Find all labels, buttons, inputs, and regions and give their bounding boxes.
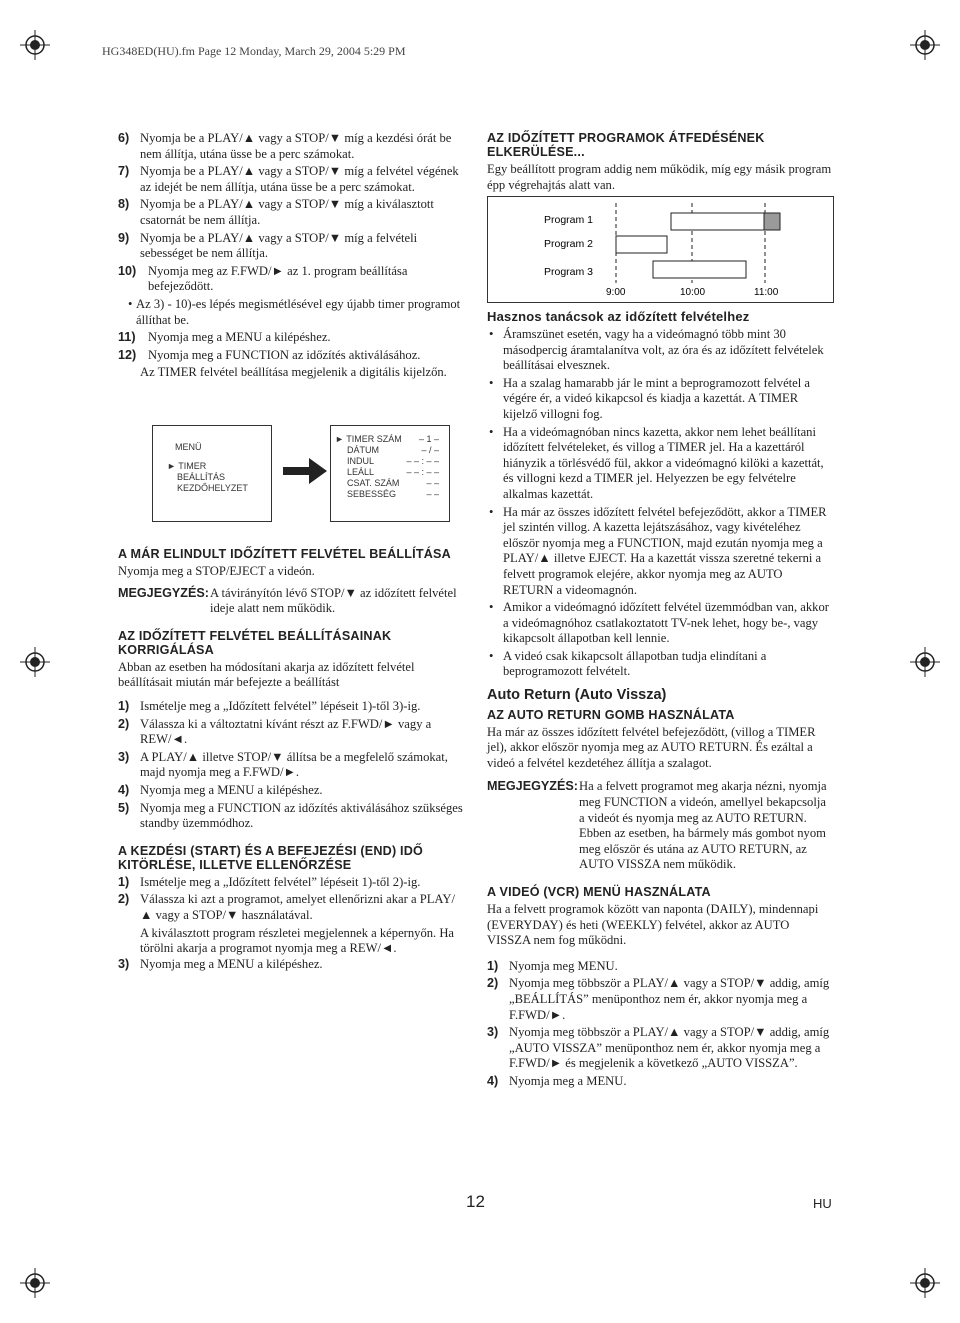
program-2-bar (616, 236, 667, 253)
time-label-10: 10:00 (680, 287, 706, 298)
step-number: 2) (118, 716, 130, 731)
step-item (118, 801, 463, 832)
timer-row-label: LEÁLL (347, 467, 375, 477)
program-1-bar (671, 213, 764, 230)
menu-item: KEZDŐHELYZET (177, 483, 248, 493)
timer-screen (330, 425, 450, 522)
step-text: Nyomja be a PLAY/▲ vagy a STOP/▼ míg a kiválasztott csatornát be nem állítja. (140, 197, 434, 227)
bullet-repeat: • Az 3) - 10)-es lépés megismétlésével egy újabb timer programot állíthat be. (126, 297, 463, 328)
step-text: Nyomja meg MENU. (509, 958, 618, 973)
step-text: Nyomja be a PLAY/▲ vagy a STOP/▼ míg a felvételi sebességet be nem állítja. (140, 230, 418, 261)
timer-row (335, 467, 439, 478)
correction-steps (118, 699, 463, 832)
steps-11-12 (118, 330, 463, 363)
timer-row (335, 445, 439, 456)
step-item (118, 783, 463, 799)
step-number: 6) (118, 131, 130, 145)
check-after-text: A kiválasztott program részletei megjelennek a képernyőn. Ha törölni akarja a programot nyomja meg a REW/◄. (140, 925, 455, 956)
step-number: 1) (118, 874, 130, 889)
timer-rows (331, 426, 449, 500)
timer-row-value: – – : – – (406, 467, 439, 477)
step-number: 9) (118, 230, 130, 245)
step-item (118, 750, 463, 781)
right-column (487, 131, 832, 193)
steps-6-10 (118, 131, 463, 295)
step-item (118, 330, 463, 346)
section-title-running-timer: A MÁR ELINDULT IDŐZÍTETT FELVÉTEL BEÁLLÍTÁSA (118, 547, 451, 561)
menu-item: BEÁLLÍTÁS (177, 472, 226, 482)
registration-mark-bottom-right (910, 1268, 940, 1298)
running-timer-note (118, 586, 463, 617)
section-title-check: A KEZDÉSI (START) ÉS A BEFEJEZÉSI (END) IDŐ KITÖRLÉSE, ILLETVE ELLENŐRZÉSE (118, 843, 424, 872)
program-1-label: Program 1 (544, 214, 594, 226)
step-text: Nyomja meg a MENU a kilépéshez. (140, 782, 323, 797)
vcr-menu-intro: Ha a felvett programok között van naponta (DAILY), mindennapi (EVERYDAY) és heti (WEEKLY) felvétel, akkor az AUTO VISSZA nem fog működni. (487, 902, 819, 948)
section-title-overlap: AZ IDŐZÍTETT PROGRAMOK ÁTFEDÉSÉNEK ELKERÜLÉSE... (487, 131, 765, 159)
timer-row-value: – – : – – (406, 456, 439, 466)
note-label: MEGJEGYZÉS: (118, 585, 209, 600)
time-label-9: 9:00 (606, 287, 626, 298)
auto-return-note (487, 779, 832, 873)
check-steps (118, 875, 463, 924)
left-column-lower (118, 547, 463, 974)
tip-item: • Áramszünet esetén, vagy ha a videómagnó több mint 30 másodpercig áramtalanítva volt, az óra és az időzített felvételek beállításai elvesznek. (487, 327, 832, 374)
overlap-diagram-svg (488, 197, 833, 302)
timer-display-note: Az TIMER felvétel beállítása megjelenik a digitális kijelzőn. (140, 365, 447, 380)
check-step-3: 3) Nyomja meg a MENU a kilépéshez. (118, 956, 323, 971)
step-number: 3) (487, 1025, 499, 1040)
tips-title: Hasznos tanácsok az időzített felvételhez (487, 309, 750, 324)
step-item (487, 976, 832, 1023)
step-item (487, 1025, 832, 1072)
program-1-bar-extended (764, 213, 780, 230)
step-text: Válassza ki azt a programot, amelyet ellenőrizni akar a PLAY/▲ vagy a STOP/▼ használatával. (140, 892, 455, 922)
step-number: 4) (118, 782, 130, 797)
timer-row (335, 478, 439, 489)
step-item (487, 1074, 832, 1090)
step-item (118, 164, 463, 195)
timer-row (335, 456, 439, 467)
step-number: 10) (118, 263, 137, 278)
step-number: 1) (118, 698, 130, 713)
program-3-label: Program 3 (544, 266, 594, 278)
step-text: Nyomja meg többször a PLAY/▲ vagy a STOP/▼ addig, amíg „AUTO VISSZA” menüponthoz nem ér, akkor nyomja meg a F.FWD/► és megjelenik a következő „AUTO VISSZA”. (509, 1025, 830, 1071)
timer-row-label: SEBESSÉG (347, 489, 397, 499)
step-item (118, 197, 463, 228)
tip-item: • Amikor a videómagnó időzített felvétel üzemmódban van, akkor a videómagnóhoz csatlakoztatott TV-nek lehet, hogy be-, vagy kikapcsolt állapotban kell lennie. (487, 600, 832, 647)
timer-row (335, 434, 439, 445)
step-item (118, 699, 463, 715)
arrow-right-icon (283, 458, 327, 484)
tip-item: • Ha már az összes időzített felvétel befejeződött, akkor a TIMER jel szintén villog. A kazetta lejátszásához, vagy kivételéhez először nyomja meg a FUNCTION, majd ezután nyomja meg a PLAY/▲ illetve EJECT. Ha a kazettát vissza szeretné tekerni a felvett programok elejére, akkor nyomja meg az AUTO RETURN a videomagnón. (487, 505, 832, 599)
timer-row-label: DÁTUM (347, 445, 379, 455)
step-number: 7) (118, 164, 130, 179)
running-timer-text: Nyomja meg a STOP/EJECT a videón. (118, 564, 315, 578)
right-column-lower (487, 310, 832, 1092)
timer-row-value: – – (426, 489, 439, 499)
overlap-text: Egy beállított program addig nem működik, míg egy másik program épp végrehajtás alatt van. (487, 162, 832, 192)
step-text: Nyomja meg a FUNCTION az időzítés aktiválásához szükséges standby üzemmódhoz. (140, 800, 463, 831)
step-item (118, 348, 463, 364)
registration-mark-left-middle (20, 647, 50, 677)
step-item (118, 892, 463, 923)
step-text: Nyomja be a PLAY/▲ vagy a STOP/▼ míg a kezdési órát be nem állítja, utána üsse be a perc számokat. (140, 131, 452, 161)
timer-row-value: – – (426, 478, 439, 488)
auto-return-title: Auto Return (Auto Vissza) (487, 687, 667, 704)
step-number: 12) (118, 347, 137, 362)
time-label-11: 11:00 (754, 287, 779, 298)
page-number: 12 (466, 1192, 485, 1211)
registration-mark-top-left (20, 30, 50, 60)
tip-item: • Ha a videómagnóban nincs kazetta, akkor nem lehet beállítani időzített felvételeket, és villog a TIMER jel. Ha a kazettáról hiányzik a törlésvédő fül, akkor a videómagnó kilöki a kazettát, és villogni kezd a TIMER jel. Helyezzen be egy felvételre alkalmas kazettát. (487, 425, 832, 503)
step-number: 11) (118, 330, 136, 345)
step-number: 1) (487, 958, 499, 973)
note-text: Ha a felvett programot meg akarja nézni, nyomja meg FUNCTION a videón, amellyel bekapcsolja a videót és nyomja meg az AUTO RETURN. Ebben az esetben, ha bármely más gombot nyom meg először és utána az AUTO RETURN, az AUTO VISSZA nem működik. (579, 779, 827, 872)
step-text: A PLAY/▲ illetve STOP/▼ állítsa be a megfelelő számokat, majd nyomja meg a F.FWD/►. (140, 749, 448, 780)
timer-row-value: – 1 – (418, 434, 439, 444)
timer-row-label: ► TIMER SZÁM (335, 434, 402, 444)
step-item (118, 264, 463, 295)
menu-item: ► TIMER (167, 461, 207, 471)
left-column (118, 131, 463, 381)
step-number: 2) (487, 976, 499, 991)
frame-header: HG348ED(HU).fm Page 12 Monday, March 29, 2004 5:29 PM (102, 44, 406, 58)
auto-return-text: Ha már az összes időzített felvétel befejeződött, (villog a TIMER jel), akkor először nyomja meg az AUTO RETURN. És ezáltal a videó a felvétel kezdetéhez állítja a szalagot. (487, 724, 816, 770)
menu-screen (152, 425, 272, 522)
correction-intro: Abban az esetben ha módosítani akarja az időzített felvétel beállításait miután már befejezte a beállítást (118, 659, 415, 690)
step-number: 4) (487, 1073, 499, 1088)
registration-mark-top-right (910, 30, 940, 60)
timer-row-value: – / – (421, 445, 439, 455)
step-text: Ismételje meg a „Időzített felvétel” lépéseit 1)-től 2)-ig. (140, 874, 421, 889)
step-text: Nyomja meg a MENU a kilépéshez. (148, 330, 331, 345)
registration-mark-right-middle (910, 647, 940, 677)
auto-return-subtitle: AZ AUTO RETURN GOMB HASZNÁLATA (487, 707, 735, 722)
step-number: 8) (118, 197, 130, 212)
program-overlap-diagram (487, 196, 834, 303)
tips-list (487, 327, 832, 680)
program-3-bar (653, 261, 746, 278)
step-item (118, 231, 463, 262)
tip-item: • Ha a szalag hamarabb jár le mint a beprogramozott felvétel a végére ér, a videó kikapcsol és kiadja a kazettát. A TIMER kijelző villogni fog. (487, 376, 832, 423)
step-number: 5) (118, 800, 130, 815)
step-item (118, 875, 463, 891)
step-text: Nyomja meg többször a PLAY/▲ vagy a STOP/▼ addig, amíg „BEÁLLÍTÁS” menüponthoz nem ér, akkor nyomja meg a F.FWD/►. (509, 976, 830, 1022)
vcr-menu-steps (487, 959, 832, 1090)
vcr-menu-title: A VIDEÓ (VCR) MENÜ HASZNÁLATA (487, 885, 711, 899)
step-text: Válassza ki a változtatni kívánt részt az F.FWD/► vagy a REW/◄. (140, 716, 432, 747)
language-code: HU (813, 1196, 832, 1211)
note-label: MEGJEGYZÉS: (487, 779, 578, 794)
step-text: Ismételje meg a „Időzített felvétel” lépéseit 1)-től 3)-ig. (140, 698, 421, 713)
step-number: 3) (118, 749, 130, 764)
tip-item: • A videó csak kikapcsolt állapotban tudja elindítani a beprogramozott felvételt. (487, 649, 832, 680)
timer-row-label: INDUL (347, 456, 375, 466)
step-text: Nyomja meg a FUNCTION az időzítés aktiválásához. (148, 347, 421, 362)
program-2-label: Program 2 (544, 238, 594, 250)
step-number: 2) (118, 892, 130, 907)
section-title-correction: AZ IDŐZÍTETT FELVÉTEL BEÁLLÍTÁSAINAK KORRIGÁLÁSA (118, 628, 392, 657)
menu-items (153, 453, 271, 494)
timer-row-label: CSAT. SZÁM (347, 478, 400, 488)
step-text: Nyomja meg az F.FWD/► az 1. program beállítása befejeződött. (148, 263, 408, 294)
step-text: Nyomja meg a MENU. (509, 1073, 627, 1088)
step-text: Nyomja be a PLAY/▲ vagy a STOP/▼ míg a felvétel végének az idejét be nem állítja, utána üsse be a perc számokat. (140, 164, 459, 194)
step-item (118, 131, 463, 162)
step-item (487, 959, 832, 975)
note-text: A távirányítón lévő STOP/▼ az időzített felvétel ideje alatt nem működik. (210, 585, 457, 616)
timer-row (335, 489, 439, 500)
registration-mark-bottom-left (20, 1268, 50, 1298)
menu-title: MENÜ (175, 442, 202, 452)
step-item (118, 717, 463, 748)
